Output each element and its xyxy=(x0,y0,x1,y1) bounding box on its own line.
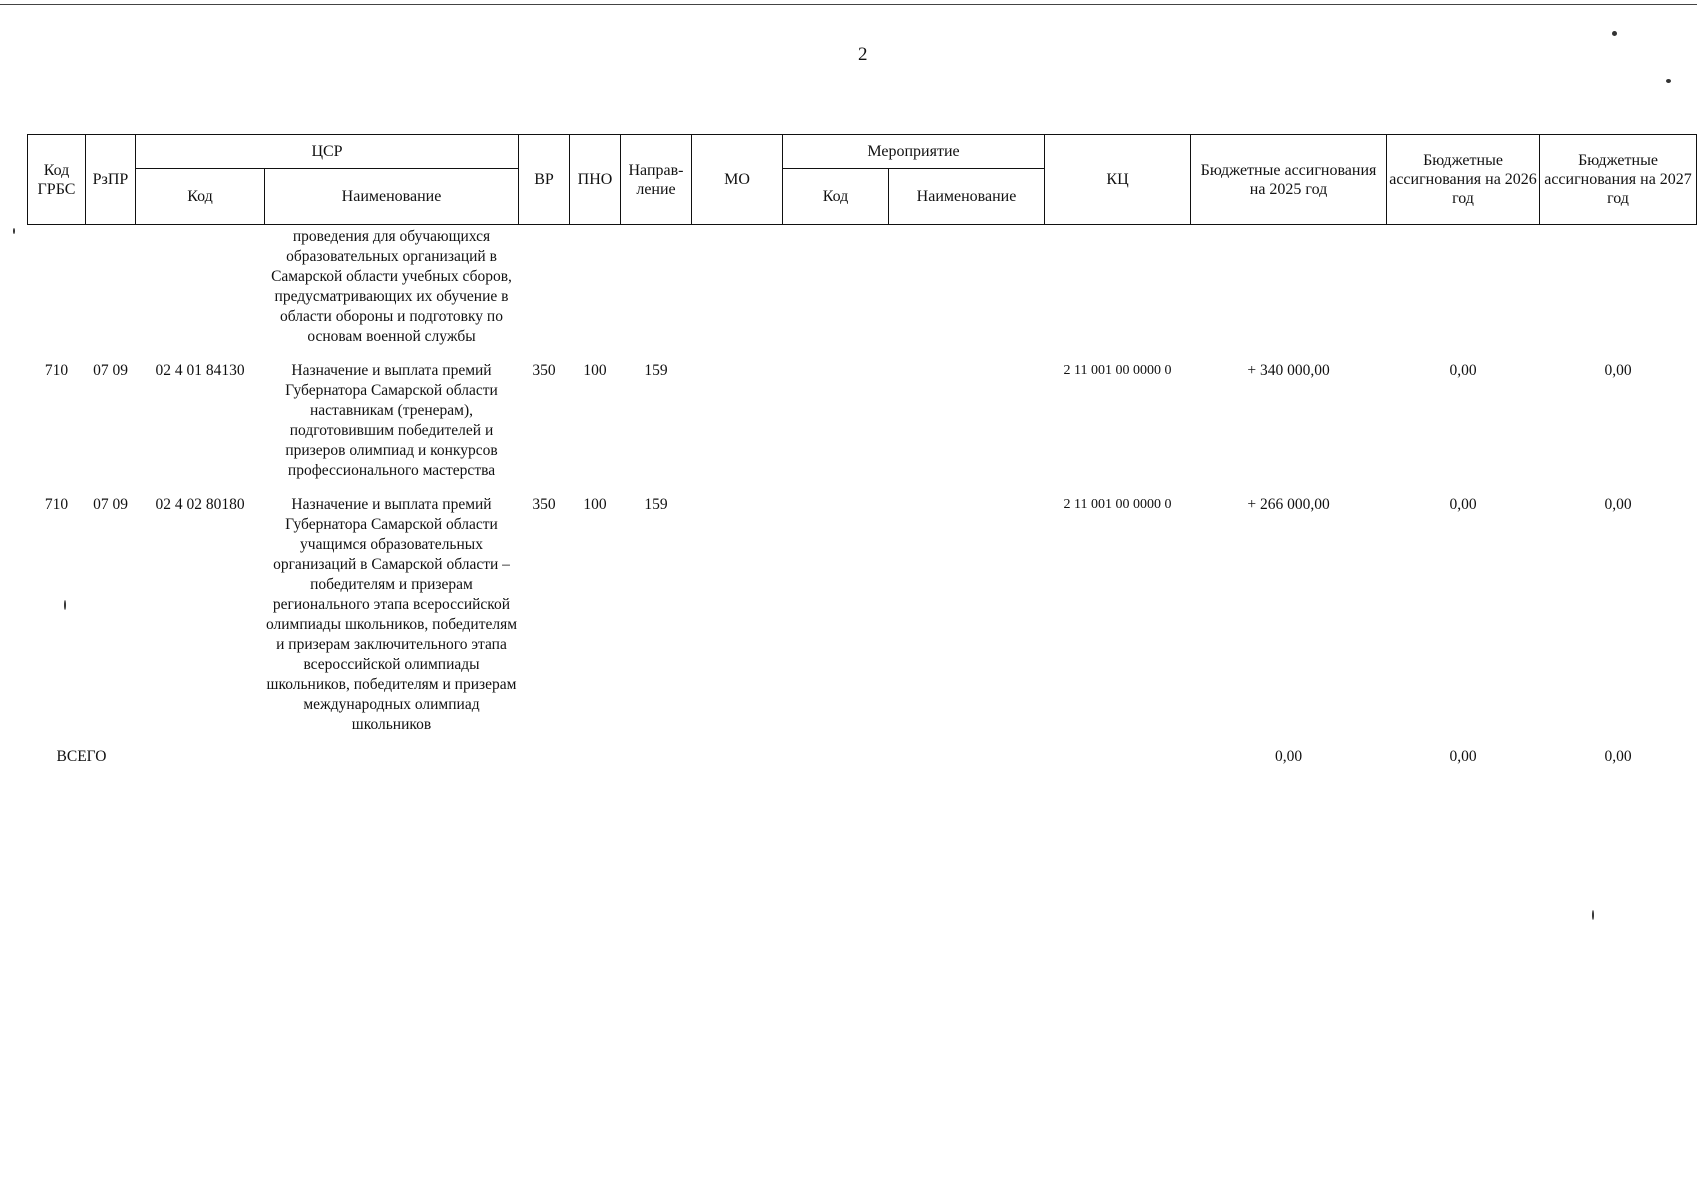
header-csr-code: Код xyxy=(136,169,265,225)
cell-budget-2025: + 340 000,00 xyxy=(1247,362,1330,379)
cell-budget-2026: 0,00 xyxy=(1449,496,1477,513)
header-csr: ЦСР xyxy=(136,135,519,169)
header-event-name: Наименование xyxy=(889,169,1045,225)
cell-budget-2025: + 266 000,00 xyxy=(1247,496,1330,513)
cell-pno: 100 xyxy=(583,496,607,513)
header-grbs: Код ГРБС xyxy=(28,135,86,225)
header-budget-2027: Бюджетные ассигнования на 2027 год xyxy=(1540,135,1697,225)
cell-csr-code: 02 4 02 80180 xyxy=(155,496,245,513)
scan-speck xyxy=(1592,910,1594,920)
header-budget-2026: Бюджетные ассигнования на 2026 год xyxy=(1387,135,1540,225)
table-row-total xyxy=(28,735,1697,767)
header-csr-name: Наименование xyxy=(265,169,519,225)
header-budget-2025: Бюджетные ассигнования на 2025 год xyxy=(1191,135,1387,225)
cell-budget-2026: 0,00 xyxy=(1449,362,1477,379)
table-row-continuation xyxy=(28,225,1697,348)
cell-event-name xyxy=(889,347,1045,481)
scan-speck xyxy=(1666,79,1671,83)
scan-speck xyxy=(13,228,15,234)
cell-grbs: 710 xyxy=(44,362,69,379)
header-pno: ПНО xyxy=(570,135,621,225)
total-budget-2027: 0,00 xyxy=(1604,748,1632,765)
header-event-code: Код xyxy=(783,169,889,225)
continuation-text: проведения для обучающихся образовательных организаций в Самарской области учебных сборов, предусматривающих их обучение в области обороны и подготовку по основам военной службы xyxy=(271,228,512,345)
total-budget-2025: 0,00 xyxy=(1274,748,1303,765)
cell-vr: 350 xyxy=(532,496,556,513)
header-mo: МО xyxy=(692,135,783,225)
cell-mo xyxy=(692,347,783,481)
cell-mo xyxy=(692,481,783,735)
cell-grbs: 710 xyxy=(44,496,69,513)
header-direction: Направ-ление xyxy=(621,135,692,225)
total-label: ВСЕГО xyxy=(56,748,107,765)
total-budget-2026: 0,00 xyxy=(1449,748,1477,765)
cell-direction: 159 xyxy=(644,496,668,513)
cell-direction: 159 xyxy=(644,362,668,379)
cell-budget-2027: 0,00 xyxy=(1604,496,1632,513)
cell-budget-2027: 0,00 xyxy=(1604,362,1632,379)
header-kc: КЦ xyxy=(1045,135,1191,225)
cell-event-name xyxy=(889,481,1045,735)
budget-table xyxy=(27,134,1697,767)
scan-speck xyxy=(1612,31,1617,36)
table-row xyxy=(28,347,1697,481)
page-number: 2 xyxy=(858,44,868,65)
top-rule xyxy=(0,4,1697,5)
cell-kc: 2 11 001 00 0000 0 xyxy=(1063,497,1172,512)
header-vr: ВР xyxy=(519,135,570,225)
cell-name: Назначение и выплата премий Губернатора Самарской области наставникам (тренерам), подготовившим победителей и призеров олимпиад и конкурсов профессионального мастерства xyxy=(285,362,498,479)
cell-name: Назначение и выплата премий Губернатора Самарской области учащимся образовательных организаций в Самарской области – победителям и призерам регионального этапа всероссийской олимпиады школьников, победителям и призерам заключительного этапа всероссийской олимпиады школьников, победителям и призерам международных олимпиад школьников xyxy=(265,496,518,733)
cell-vr: 350 xyxy=(532,362,556,379)
cell-rzpr: 07 09 xyxy=(93,362,128,379)
cell-event-code xyxy=(783,481,889,735)
table-row xyxy=(28,481,1697,735)
cell-pno: 100 xyxy=(583,362,607,379)
cell-rzpr: 07 09 xyxy=(93,496,128,513)
header-event: Мероприятие xyxy=(783,135,1045,169)
cell-kc: 2 11 001 00 0000 0 xyxy=(1063,363,1172,378)
cell-csr-code: 02 4 01 84130 xyxy=(155,362,245,379)
header-rzpr: РзПР xyxy=(86,135,136,225)
cell-event-code xyxy=(783,347,889,481)
